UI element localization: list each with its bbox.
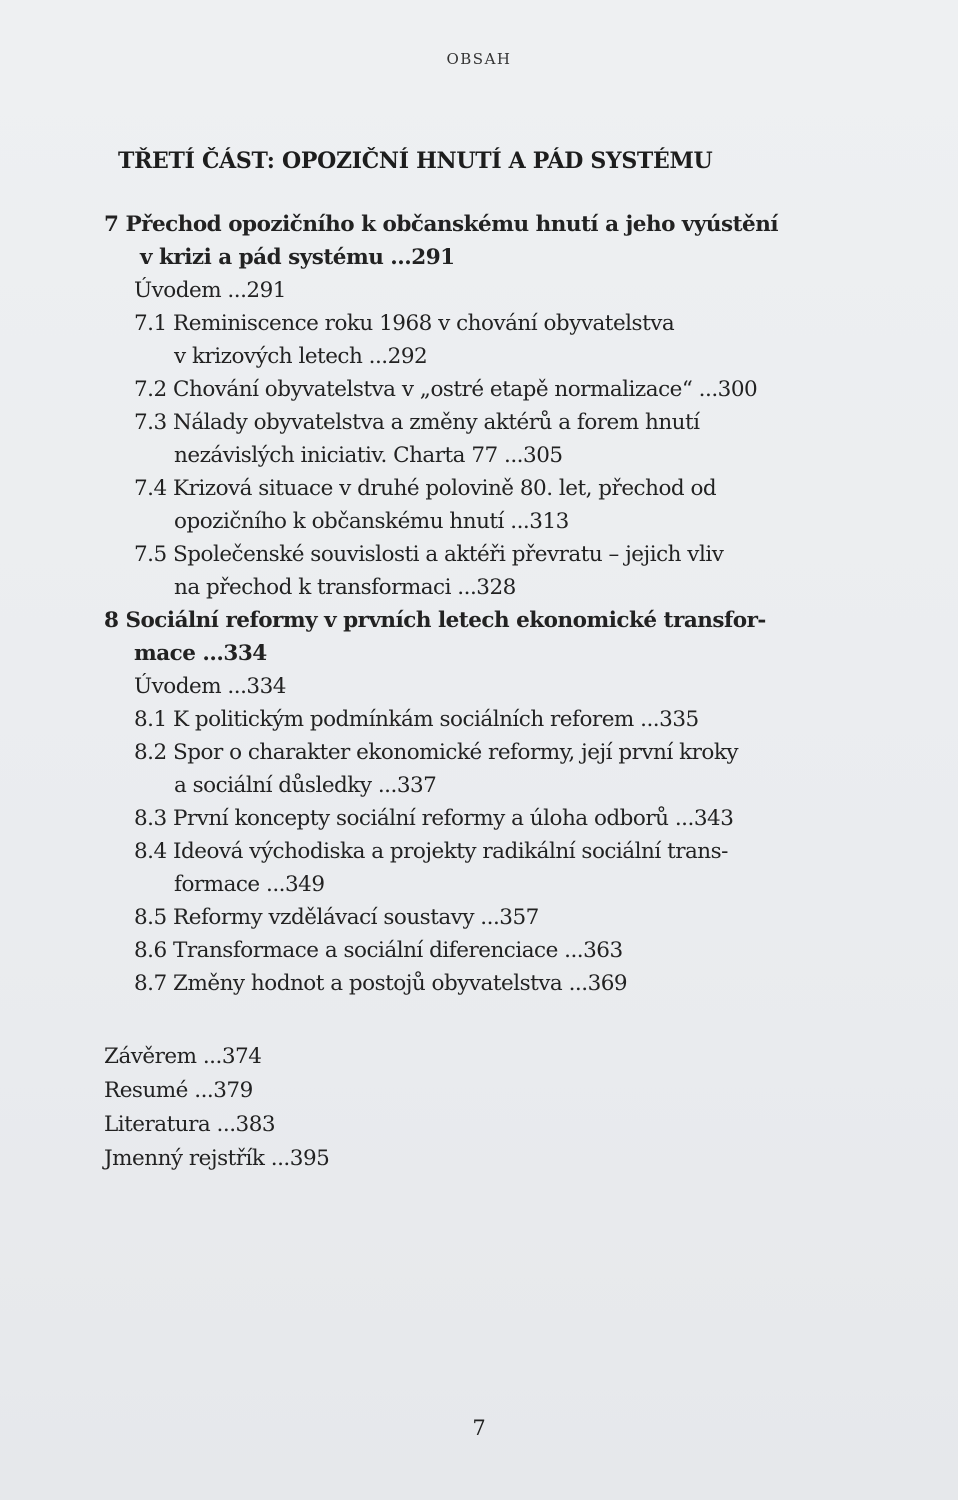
toc-chapter-8-line1: 8 Sociální reformy v prvních letech ekonomické transfor- [104,608,766,633]
page-number: 7 [472,1416,486,1440]
toc-chapter-8 [104,604,794,670]
toc-entry-label: 7.2 Chování obyvatelstva v „ostré etapě normalizace“ ...300 [134,377,758,402]
toc-entry-continuation: v krizových letech ...292 [174,344,428,369]
toc-entry-label: 7.3 Nálady obyvatelstva a změny aktérů a forem hnutí [134,410,700,435]
toc-entry-8-4 [104,835,794,901]
toc-entry-8-1 [104,703,794,736]
toc-entry-label: 8.7 Změny hodnot a postojů obyvatelstva ...369 [134,971,628,996]
toc-entry-8-5 [104,901,794,934]
toc-chapter-7-line2: v krizi a pád systému ...291 [140,245,455,270]
toc-chapter-7 [104,208,794,274]
toc-chapter-7-line1: 7 Přechod opozičního k občanskému hnutí a jeho vyústění [104,212,779,237]
table-of-contents [104,208,794,1000]
toc-entry-resume: Resumé ...379 [104,1078,253,1103]
part-title: TŘETÍ ČÁST: OPOZIČNÍ HNUTÍ A PÁD SYSTÉMU [118,148,713,174]
toc-entry-continuation: formace ...349 [174,872,325,897]
toc-entry-label: 8.5 Reformy vzdělávací soustavy ...357 [134,905,539,930]
toc-entry-literature: Literatura ...383 [104,1112,276,1137]
toc-entry-8-3 [104,802,794,835]
toc-entry-label: 8.3 První koncepty sociální reformy a úloha odborů ...343 [134,806,734,831]
toc-entry-index: Jmenný rejstřík ...395 [104,1146,330,1171]
back-matter-list [104,1040,329,1176]
toc-entry-label: Úvodem ...291 [134,278,286,303]
toc-entry-continuation: nezávislých iniciativ. Charta 77 ...305 [174,443,563,468]
toc-entry-7-intro [104,274,794,307]
toc-entry-label: 8.2 Spor o charakter ekonomické reformy, její první kroky [134,740,738,765]
toc-entry-7-3 [104,406,794,472]
toc-entry-8-2 [104,736,794,802]
toc-chapter-8-line2: mace ...334 [134,641,267,666]
toc-entry-7-1 [104,307,794,373]
toc-entry-continuation: na přechod k transformaci ...328 [174,575,516,600]
toc-entry-7-4 [104,472,794,538]
running-head: OBSAH [446,50,512,68]
toc-entry-label: 7.4 Krizová situace v druhé polovině 80. let, přechod od [134,476,717,501]
toc-entry-continuation: opozičního k občanskému hnutí ...313 [174,509,569,534]
toc-entry-8-7 [104,967,794,1000]
toc-entry-8-intro [104,670,794,703]
toc-entry-label: 8.4 Ideová východiska a projekty radikální sociální trans- [134,839,728,864]
toc-entry-8-6 [104,934,794,967]
toc-entry-7-5 [104,538,794,604]
toc-entry-label: 8.1 K politickým podmínkám sociálních reforem ...335 [134,707,699,732]
toc-entry-continuation: a sociální důsledky ...337 [174,773,437,798]
toc-entry-label: 7.1 Reminiscence roku 1968 v chování obyvatelstva [134,311,675,336]
toc-entry-label: 7.5 Společenské souvislosti a aktéři převratu – jejich vliv [134,542,724,567]
toc-entry-label: Úvodem ...334 [134,674,286,699]
toc-entry-7-2 [104,373,794,406]
toc-entry-label: 8.6 Transformace a sociální diferenciace ...363 [134,938,623,963]
toc-entry-conclusion: Závěrem ...374 [104,1044,262,1069]
